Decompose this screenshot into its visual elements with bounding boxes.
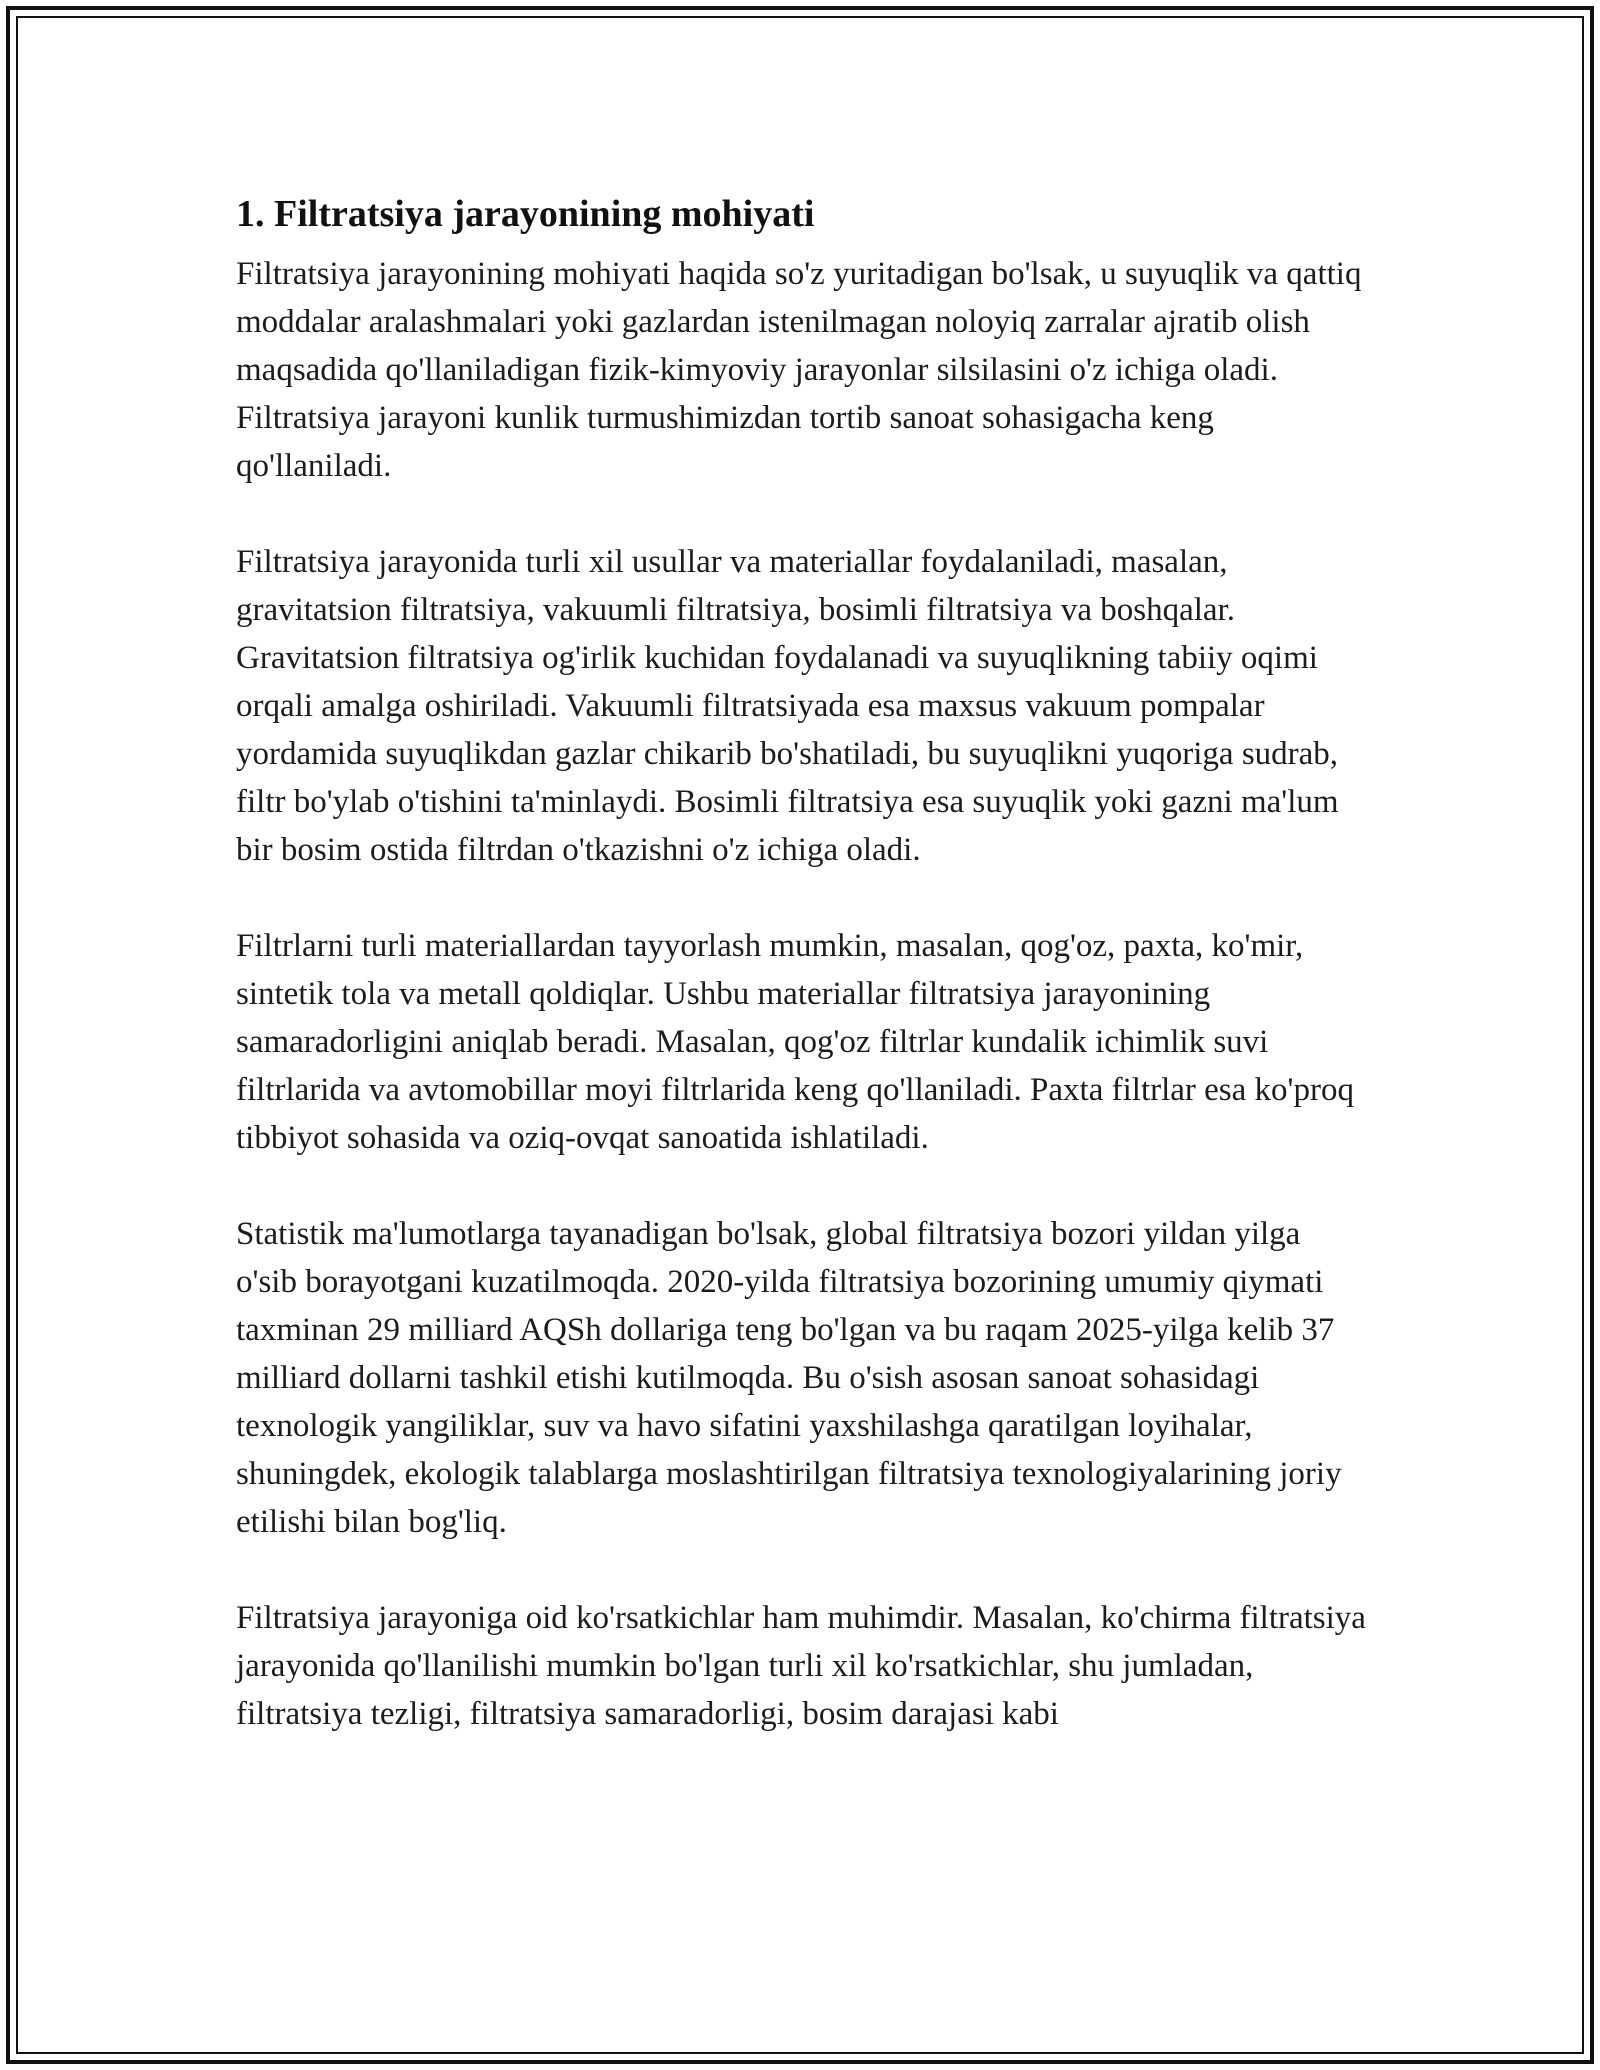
paragraph-2: Filtratsiya jarayonida turli xil usullar va materiallar foydalaniladi, masalan, gravitatsion filtratsiya, vakuumli filtratsiya, bosimli filtratsiya va boshqalar. Gravitatsion filtratsiya og'irlik kuchidan foydalanadi va suyuqlikning tabiiy oqimi orqali amalga oshiriladi. Vakuumli filtratsiyada esa maxsus vakuum pompalar yordamida suyuqlikdan gazlar chikarib bo'shatiladi, bu suyuqlikni yuqoriga sudrab, filtr bo'ylab o'tishini ta'minlaydi. Bosimli filtratsiya esa suyuqlik yoki gazni ma'lum bir bosim ostida filtrdan o'tkazishni o'z ichiga oladi.: [236, 544, 1339, 868]
paragraph-5: Filtratsiya jarayoniga oid ko'rsatkichlar ham muhimdir. Masalan, ko'chirma filtratsiya jarayonida qo'llanilishi mumkin bo'lgan turli xil ko'rsatkichlar, shu jumladan, filtratsiya tezligi, filtratsiya samaradorligi, bosim darajasi kabi: [236, 1600, 1366, 1732]
section-heading: 1. Filtratsiya jarayonining mohiyati: [236, 193, 815, 235]
paragraph-4: Statistik ma'lumotlarga tayanadigan bo'lsak, global filtratsiya bozori yildan yilga o'sib borayotgani kuzatilmoqda. 2020-yilda filtratsiya bozorining umumiy qiymati taxminan 29 milliard AQSh dollariga teng bo'lgan va bu raqam 2025-yilga kelib 37 milliard dollarni tashkil etishi kutilmoqda. Bu o'sish asosan sanoat sohasidagi texnologik yangiliklar, suv va havo sifatini yaxshilashga qaratilgan loyihalar, shuningdek, ekologik talablarga moslashtirilgan filtratsiya texnologiyalarining joriy etilishi bilan bog'liq.: [236, 1216, 1342, 1540]
document-body: [236, 186, 1366, 1786]
paragraph-1: Filtratsiya jarayonining mohiyati haqida so'z yuritadigan bo'lsak, u suyuqlik va qattiq moddalar aralashmalari yoki gazlardan istenilmagan noloyiq zarralar ajratib olish maqsadida qo'llaniladigan fizik-kimyoviy jarayonlar silsilasini o'z ichiga oladi. Filtratsiya jarayoni kunlik turmushimizdan tortib sanoat sohasigacha keng qo'llaniladi.: [236, 256, 1362, 484]
paragraph-3: Filtrlarni turli materiallardan tayyorlash mumkin, masalan, qog'oz, paxta, ko'mir, sintetik tola va metall qoldiqlar. Ushbu materiallar filtratsiya jarayonining samaradorligini aniqlab beradi. Masalan, qog'oz filtrlar kundalik ichimlik suvi filtrlarida va avtomobillar moyi filtrlarida keng qo'llaniladi. Paxta filtrlar esa ko'proq tibbiyot sohasida va oziq-ovqat sanoatida ishlatiladi.: [236, 928, 1354, 1156]
